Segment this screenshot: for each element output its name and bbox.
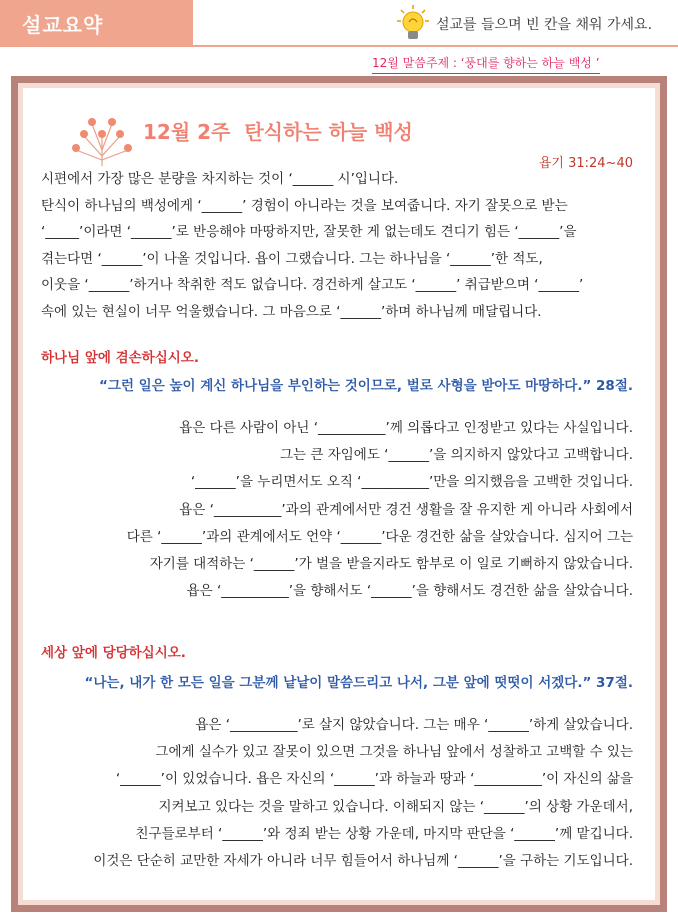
section2-line: 친구들로부터 ‘______’와 정죄 받는 상황 가운데, 마지막 판단을 ‘______’께 맡깁니다. (135, 825, 633, 842)
scripture-reference: 욥기 31:24~40 (538, 156, 633, 171)
sermon-frame (11, 76, 667, 912)
section2-line: 지켜보고 있다는 것을 말하고 있습니다. 이해되지 않는 ‘______’의 상황 가운데서, (158, 798, 633, 815)
section2-line: 욥은 ‘__________’로 살지 않았습니다. 그는 매우 ‘______’하게 살았습니다. (195, 717, 633, 733)
intro-line: 탄식이 하나님의 백성에게 ‘______’ 경험이 아니라는 것을 보여줍니다. 자기 잘못으로 받는 (41, 197, 568, 214)
sermon-title: 탄식하는 하늘 백성 (244, 120, 413, 144)
section2-line: 이것은 단순히 교만한 자세가 아니라 너무 힘들어서 하나님께 ‘______’을 구하는 기도입니다. (93, 853, 633, 870)
section2-verse: “나는, 내가 한 모든 일을 그분께 낱낱이 말씀드리고 나서, 그분 앞에 떳떳이 서겠다.” 37절. (84, 675, 633, 691)
section1-line: ‘______’을 누리면서도 오직 ‘__________’만을 의지했음을 고백한 것입니다. (190, 474, 633, 491)
sermon-sheet (23, 88, 655, 900)
section2-heading: 세상 앞에 당당하십시오. (41, 645, 186, 661)
intro-paragraph (41, 166, 637, 325)
section1-heading: 하나님 앞에 겸손하십시오. (41, 350, 199, 366)
section2-line: ‘______’이 있었습니다. 욥은 자신의 ‘______’과 하늘과 땅과 ‘__________’이 자신의 삶을 (115, 771, 633, 788)
section1-line: 자기를 대적하는 ‘______’가 벌을 받을지라도 함부로 이 일로 기뻐하지 않았습니다. (149, 556, 633, 573)
instruction-text: 설교를 들으며 빈 칸을 채워 가세요. (436, 17, 653, 33)
sermon-week: 12월 2주 (143, 120, 231, 144)
section2-line: 그에게 실수가 있고 잘못이 있으면 그것을 하나님 앞에서 성찰하고 고백할 수 있는 (155, 744, 633, 761)
intro-line: 겪는다면 ‘______’이 나올 것입니다. 욥이 그랬습니다. 그는 하나님을 ‘______’한 적도, (41, 250, 543, 267)
intro-line: 시편에서 가장 많은 분량을 차지하는 것이 ‘______ 시’입니다. (41, 171, 399, 187)
intro-line: ‘_____’이라면 ‘______’로 반응해야 마땅하지만, 잘못한 게 없는데도 견디기 힘든 ‘______’을 (41, 224, 577, 240)
section1-line: 다른 ‘______’과의 관계에서도 언약 ‘______’다운 경건한 삶을 살았습니다. 심지어 그는 (126, 528, 633, 545)
intro-line: 이웃을 ‘______’하거나 착취한 적도 없습니다. 경건하게 살고도 ‘______’ 취급받으며 ‘______’ (41, 277, 584, 293)
section-tab: 설교요약 (0, 0, 193, 47)
lightbulb-icon (396, 4, 430, 44)
section1-line: 그는 큰 자임에도 ‘______’을 의지하지 않았다고 고백합니다. (280, 447, 633, 464)
section1-paragraph (41, 415, 633, 605)
section1-line: 욥은 다른 사람이 아닌 ‘__________’께 의롭다고 인정받고 있다는 사실입니다. (179, 420, 633, 436)
header-divider (193, 45, 678, 47)
section2-paragraph (41, 712, 633, 875)
monthly-theme: 12월 말씀주제 : ‘풍대를 향하는 하늘 백성 ’ (372, 54, 600, 74)
section1-line: 욥은 ‘__________’과의 관계에서만 경건 생활을 잘 유지한 게 아니라 사회에서 (179, 501, 633, 518)
sermon-heading (143, 116, 413, 145)
intro-line: 속에 있는 현실이 너무 억울했습니다. 그 마음으로 ‘______’하며 하나님께 매달립니다. (41, 303, 542, 320)
section1-verse: “그런 일은 높이 계신 하나님을 부인하는 것이므로, 벌로 사형을 받아도 마땅하다.” 28절. (99, 378, 633, 394)
flower-decoration-icon (72, 116, 132, 168)
section1-line: 욥은 ‘__________’을 향해서도 ‘______’을 향해서도 경건한 삶을 살았습니다. (186, 583, 633, 600)
